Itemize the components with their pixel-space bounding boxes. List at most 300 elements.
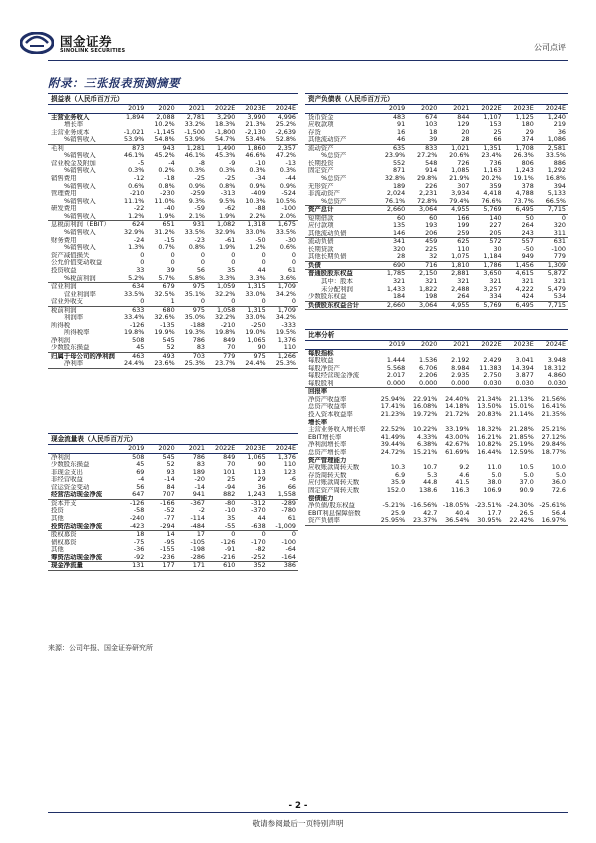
year-header-cell: 2023E [504, 105, 536, 114]
value-cell: 975 [253, 352, 266, 360]
value-cell: 110 [457, 245, 470, 253]
value-cell: 716 [407, 261, 439, 270]
value-cell: 2,088 [156, 113, 175, 121]
value-cell: 39 [166, 266, 175, 274]
table-row [48, 205, 298, 213]
table-row [48, 129, 298, 137]
row-label: 总资产收益率 [308, 403, 347, 411]
table-row [48, 469, 298, 477]
value-cell: -2,130 [245, 128, 266, 136]
row-label: 应收款项 [308, 121, 334, 129]
value-cell: 110 [283, 461, 296, 469]
value-cell: 424 [504, 293, 536, 301]
value-cell: 0.000 [375, 380, 407, 388]
value-cell: 21.35% [541, 410, 566, 419]
value-cell: 36 [257, 483, 266, 491]
table-row [305, 246, 568, 254]
value-cell: 736 [489, 159, 502, 167]
value-cell: -294 [146, 523, 176, 531]
value-cell: -44 [285, 174, 296, 183]
value-cell: 35.0% [184, 314, 205, 322]
value-cell: -780 [281, 507, 296, 515]
row-label: %销售收入 [64, 182, 96, 190]
value-cell: 1,059 [217, 282, 236, 290]
value-cell: -230 [160, 190, 175, 198]
value-cell: 4,955 [439, 206, 471, 215]
value-cell: 20.2% [481, 174, 502, 183]
value-cell: 243 [504, 230, 536, 238]
value-cell: 259 [439, 230, 471, 238]
value-cell: 2,881 [451, 269, 470, 278]
cash-flow-statement-panel [48, 433, 298, 571]
table-row [305, 419, 568, 427]
year-header-cell: 2023E [237, 445, 267, 454]
value-cell: -24 [133, 236, 145, 244]
value-cell [504, 457, 536, 465]
value-cell: 1.9% [219, 244, 236, 252]
value-cell: 1,065 [247, 453, 266, 461]
value-cell: 0.000 [439, 380, 471, 388]
value-cell: -4 [137, 476, 145, 484]
year-header-cell: 2023E [504, 341, 536, 350]
row-label: 营运资金变动 [51, 483, 90, 491]
value-cell: 73.7% [504, 198, 536, 206]
year-header-cell: 2022E [207, 105, 237, 114]
table-row [48, 329, 298, 337]
value-cell: 0.3% [128, 167, 145, 175]
row-label: 应付款项 [308, 222, 334, 230]
value-cell: -216 [207, 554, 237, 562]
value-cell: 1,058 [217, 306, 236, 314]
row-label: 公允价值变动收益 [51, 259, 103, 267]
value-cell: 1,786 [471, 261, 503, 270]
value-cell: -18 [164, 174, 175, 183]
value-cell: 1,709 [277, 282, 296, 290]
value-cell: 2,024 [386, 190, 406, 198]
value-cell: 36 [557, 128, 566, 136]
value-cell: -80 [224, 499, 236, 507]
value-cell: 21.13% [509, 395, 534, 403]
value-cell: -126 [129, 321, 145, 329]
value-cell: 2.0% [268, 213, 298, 221]
value-cell: -5 [137, 159, 145, 167]
row-label: 增长率 [308, 418, 328, 426]
value-cell: 5.8% [177, 275, 207, 283]
value-cell: 198 [407, 293, 439, 301]
value-cell: 110 [268, 344, 298, 352]
table-row [305, 113, 568, 121]
value-cell: 0.7% [158, 244, 175, 252]
value-cell: 13.50% [477, 403, 502, 411]
value-cell: 2.2% [237, 213, 267, 221]
value-cell: 113 [253, 468, 266, 476]
row-label: 应付账款周转天数 [308, 479, 360, 487]
value-cell: -50 [523, 245, 534, 253]
value-cell: 103 [425, 121, 438, 129]
value-cell: 2,357 [277, 144, 296, 152]
value-cell: 1,309 [536, 261, 568, 270]
value-cell: 1,318 [247, 220, 266, 229]
value-cell: 779 [536, 253, 568, 261]
table-row [305, 426, 568, 434]
table-row [48, 499, 298, 507]
value-cell: 206 [407, 230, 439, 238]
row-label: 回报率 [308, 387, 328, 396]
value-cell: 1.3% [128, 244, 145, 252]
year-header-cell: 2020 [146, 105, 176, 114]
value-cell: -25 [224, 174, 236, 183]
row-label: 息税前利润（EBIT） [51, 220, 110, 229]
value-cell: -484 [177, 523, 207, 531]
value-cell: 2.1% [177, 213, 207, 221]
value-cell: 10.3 [390, 464, 406, 472]
value-cell: 19.8% [215, 329, 236, 337]
value-cell: -126 [220, 538, 236, 546]
value-cell: 25.94% [380, 395, 406, 403]
value-cell: 5,769 [471, 301, 503, 310]
value-cell: 38.0 [487, 479, 502, 487]
value-cell: 5.0 [523, 471, 534, 479]
value-cell [504, 419, 536, 427]
value-cell: 10.5 [519, 464, 534, 472]
value-cell: 18 [136, 530, 145, 539]
value-cell: 32 [407, 253, 439, 261]
value-cell: 1,266 [277, 352, 296, 360]
value-cell: 341 [392, 237, 406, 246]
value-cell: 46 [375, 136, 407, 144]
value-cell [536, 495, 568, 503]
value-cell: 0 [291, 251, 296, 259]
value-cell: 25 [227, 476, 236, 484]
row-label: 主营业务收入增长率 [308, 426, 366, 434]
row-label: 流动资产 [308, 144, 334, 152]
row-label: 应收账款周转天数 [308, 464, 360, 472]
row-label: 主营业务成本 [51, 128, 90, 136]
value-cell: 12.59% [509, 448, 534, 456]
value-cell: 10.7 [423, 464, 438, 472]
value-cell: 1,376 [277, 453, 296, 461]
value-cell: 264 [521, 222, 534, 230]
value-cell [504, 349, 536, 357]
ratio-analysis-table [305, 340, 568, 526]
cash-flow-statement-title: 现金流量表（人民币百万元） [51, 435, 137, 443]
value-cell: 24.40% [445, 395, 470, 403]
value-cell: -77 [164, 514, 175, 523]
value-cell: 0.6% [279, 244, 296, 252]
row-label: %总资产 [321, 152, 347, 160]
year-header-cell: 2019 [375, 341, 407, 350]
value-cell: 24.4% [116, 360, 146, 368]
value-cell: 2.206 [419, 372, 438, 380]
value-cell: 29 [525, 128, 534, 136]
row-label: 研发费用 [51, 205, 77, 213]
table-row [305, 517, 568, 525]
table-row [305, 365, 568, 373]
header-divider [48, 60, 568, 61]
value-cell: 18.32% [477, 426, 502, 434]
row-label: 其他流动资产 [305, 136, 375, 144]
table-row [305, 357, 568, 365]
value-cell: -240 [129, 514, 145, 523]
value-cell: 1,021 [451, 144, 470, 152]
value-cell: 0 [200, 259, 205, 267]
table-row [48, 461, 298, 469]
value-cell: 76.6% [471, 198, 503, 206]
value-cell: -126 [129, 499, 145, 507]
value-cell: 27.12% [541, 433, 566, 441]
page-number: - 2 - [288, 801, 308, 811]
value-cell: 22.52% [380, 426, 406, 434]
value-cell: 24.4% [237, 360, 267, 368]
row-label: 投资收益 [51, 266, 77, 274]
value-cell: 34.2% [275, 290, 296, 298]
year-header-cell: 2021 [439, 341, 471, 350]
value-cell: 66 [287, 483, 296, 491]
table-row [305, 449, 568, 457]
ratio-analysis-title: 比率分析 [308, 331, 335, 339]
table-row [305, 495, 568, 503]
value-cell: 60 [429, 214, 438, 222]
value-cell: 129 [457, 121, 470, 129]
value-cell: 941 [177, 491, 207, 499]
value-cell: 9.5% [219, 197, 236, 205]
value-cell: 23.37% [407, 517, 439, 525]
value-cell: 1,822 [419, 285, 438, 293]
value-cell: 54.7% [207, 136, 237, 144]
value-cell: 307 [457, 182, 470, 190]
value-cell: 0 [231, 530, 236, 539]
value-cell: 0 [140, 251, 145, 259]
row-label: 管理费用 [51, 190, 77, 198]
value-cell: 1,456 [504, 261, 536, 270]
value-cell: 1.9% [207, 213, 237, 221]
value-cell: -20 [194, 476, 205, 484]
row-label: 净资产收益率 [308, 395, 347, 403]
row-label: 流动负债 [308, 237, 334, 246]
row-label: EBIT利息保障倍数 [308, 509, 361, 517]
table-row [305, 388, 568, 396]
value-cell: -59 [194, 205, 205, 213]
row-label: 资产减值损失 [51, 251, 90, 259]
value-cell: 19.9% [154, 329, 175, 337]
value-cell: 0 [261, 251, 266, 259]
value-cell: 53.9% [116, 136, 146, 144]
table-row [48, 491, 298, 499]
value-cell: 41.5 [455, 479, 470, 487]
value-cell [407, 419, 439, 427]
value-cell: -82 [255, 546, 266, 554]
table-row [48, 190, 298, 198]
table-row [305, 144, 568, 152]
year-header-row [305, 105, 568, 114]
row-label: 增长率 [64, 121, 84, 129]
value-cell: 19.1% [513, 174, 534, 183]
value-cell: 11.383 [479, 364, 502, 372]
value-cell: 199 [457, 222, 470, 230]
value-cell: 1,558 [268, 491, 298, 499]
value-cell: 193 [425, 222, 438, 230]
value-cell: 320 [553, 222, 566, 230]
value-cell: 21.72% [445, 410, 470, 419]
row-label: EBIT增长率 [308, 433, 342, 441]
value-cell: -24.30% [507, 502, 534, 510]
income-statement-title: 损益表（人民币百万元） [51, 95, 124, 103]
value-cell: 674 [425, 113, 438, 121]
row-label: 每股指标 [308, 349, 334, 357]
value-cell: 14.18% [445, 403, 470, 411]
value-cell [504, 495, 536, 503]
value-cell: 61 [287, 266, 296, 274]
value-cell: 321 [425, 277, 438, 285]
value-cell: 83 [196, 461, 205, 469]
value-cell: 146 [375, 230, 407, 238]
value-cell: 949 [504, 253, 536, 261]
value-cell: -333 [281, 321, 296, 329]
value-cell: 1.536 [419, 357, 438, 365]
value-cell: -236 [146, 554, 176, 562]
appendix-title: 附录：三张报表预测摘要 [48, 76, 180, 90]
value-cell: -36 [133, 546, 145, 554]
value-cell: 459 [425, 237, 438, 246]
value-cell: 35 [227, 514, 236, 523]
value-cell: -61 [224, 236, 236, 244]
value-cell: 786 [192, 336, 205, 344]
table-row [305, 214, 568, 222]
value-cell [407, 349, 439, 357]
value-cell: 1,708 [515, 144, 534, 152]
value-cell: 21.56% [541, 395, 566, 403]
value-cell: 5.7% [146, 275, 176, 283]
value-cell: 10.82% [477, 441, 502, 449]
year-header-cell: 2020 [407, 341, 439, 350]
value-cell: -23 [194, 236, 205, 244]
value-cell: 5.0 [555, 471, 566, 479]
value-cell: 311 [536, 230, 568, 238]
value-cell: 189 [192, 468, 205, 476]
row-label: 存货周转天数 [308, 471, 347, 479]
value-cell: 46.1% [124, 152, 145, 160]
row-label: %销售收入 [64, 167, 96, 175]
row-label: 每股经营现金净流 [308, 372, 360, 380]
value-cell: -10 [255, 159, 266, 167]
value-cell: 219 [553, 121, 566, 129]
value-cell: 1,163 [483, 167, 502, 175]
row-label: 负债 [305, 261, 375, 270]
value-cell: 779 [223, 352, 236, 360]
value-cell: 46.1% [184, 152, 205, 160]
row-label: 短期借款 [308, 214, 334, 222]
row-label: 其中：股本 [321, 277, 353, 285]
value-cell: 3,934 [451, 190, 470, 198]
value-cell: 378 [521, 182, 534, 190]
value-cell: 33.5% [124, 290, 145, 298]
row-label: 毛利 [51, 144, 64, 152]
value-cell: 4.860 [547, 372, 566, 380]
value-cell: -40 [164, 205, 175, 213]
row-label: %销售收入 [64, 228, 96, 236]
value-cell: -13 [285, 159, 296, 167]
value-cell: 140 [489, 214, 502, 222]
value-cell: 557 [521, 237, 534, 246]
value-cell: 493 [162, 352, 175, 360]
value-cell: 226 [425, 182, 438, 190]
row-label: 非经营收益 [51, 476, 83, 484]
table-row [305, 301, 568, 310]
income-statement-panel [48, 93, 298, 369]
row-label: 其他 [51, 514, 64, 523]
value-cell: 0 [116, 298, 146, 306]
value-cell [536, 419, 568, 427]
value-cell: 0 [231, 251, 236, 259]
row-label: 营业外收支 [48, 298, 116, 306]
row-label: %税前利润 [48, 275, 116, 283]
row-label: 少数股东权益 [305, 293, 375, 301]
value-cell: 19.8% [124, 329, 145, 337]
value-cell: 634 [132, 282, 145, 290]
table-row [305, 434, 568, 442]
value-cell: 3,257 [483, 285, 502, 293]
value-cell: 786 [192, 453, 205, 461]
value-cell: 2.192 [451, 357, 470, 365]
row-label: 每股股利 [305, 380, 375, 388]
value-cell: 17 [196, 530, 205, 539]
value-cell: 90 [257, 461, 266, 469]
row-label: %总资产 [321, 174, 347, 183]
value-cell: 321 [457, 277, 470, 285]
value-cell: 849 [223, 453, 236, 461]
table-row [48, 291, 298, 299]
value-cell: 374 [504, 136, 536, 144]
value-cell: 483 [392, 113, 406, 121]
value-cell: 10.0 [551, 464, 566, 472]
value-cell: 6.9 [394, 471, 406, 479]
value-cell: 1,086 [536, 136, 568, 144]
year-header-blank [48, 105, 116, 114]
value-cell: 321 [521, 277, 534, 285]
value-cell [407, 388, 439, 396]
row-label: 普通股股东权益 [308, 269, 353, 278]
value-cell: 0 [207, 298, 237, 306]
value-cell: 35.1% [184, 290, 205, 298]
value-cell: -105 [190, 538, 205, 546]
row-label: 固定资产周转天数 [308, 486, 360, 494]
table-row [48, 322, 298, 330]
value-cell: 4,955 [439, 301, 471, 310]
value-cell: 2,581 [547, 144, 566, 152]
value-cell: 25.3% [177, 360, 207, 368]
value-cell: 20.83% [477, 410, 502, 419]
row-label: 资产总计 [305, 206, 375, 215]
row-label: 销售费用 [51, 174, 77, 183]
value-cell: -10 [224, 507, 236, 515]
value-cell: 21.23% [380, 410, 406, 419]
value-cell: 10.22% [412, 426, 438, 434]
value-cell: 651 [162, 220, 175, 229]
table-row [48, 283, 298, 291]
value-cell: -58 [133, 507, 145, 515]
value-cell: -6 [289, 476, 296, 484]
table-row [48, 515, 298, 523]
value-cell: -25 [194, 174, 205, 183]
footer-divider [48, 812, 568, 813]
value-cell: 321 [392, 277, 406, 285]
table-row [305, 270, 568, 278]
row-label: 财务费用 [51, 236, 77, 244]
table-row [305, 380, 568, 388]
value-cell: 33.4% [124, 314, 145, 322]
table-row [305, 372, 568, 380]
table-row [48, 144, 298, 152]
